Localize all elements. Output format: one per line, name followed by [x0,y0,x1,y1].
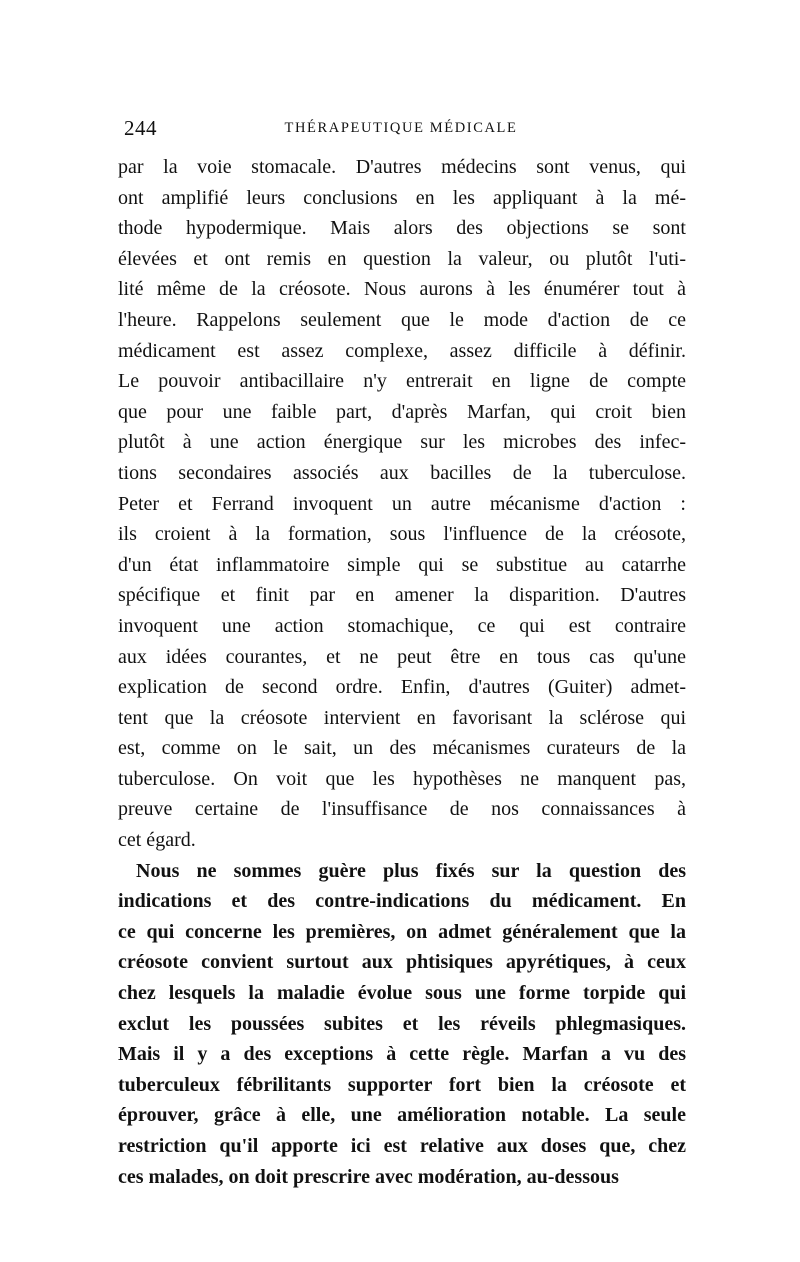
text-line: invoquent une action stomachique, ce qui est contraire [118,614,686,637]
text-line: preuve certaine de l'insuffisance de nos connaissances à [118,798,686,821]
text-line: exclut les poussées subites et les réveils phlegmasiques. [118,1012,686,1035]
text-line: restriction qu'il apporte ici est relative aux doses que, chez [118,1135,686,1157]
text-line: lité même de la créosote. Nous aurons à les énumérer tout à [118,278,686,301]
text-line: tions secondaires associés aux bacilles de la tuberculose. [118,461,686,484]
text-line: ces malades, on doit prescrire avec modération, au-dessous [118,1165,619,1188]
text-line: Nous ne sommes guère plus fixés sur la question des [136,859,686,882]
text-line: est, comme on le sait, un des mécanismes curateurs de la [118,737,686,760]
text-line: créosote convient surtout aux phtisiques apyrétiques, à ceux [118,951,686,974]
text-line: médicament est assez complexe, assez difficile à définir. [118,339,686,362]
text-line: explication de second ordre. Enfin, d'autres (Guiter) admet- [118,676,686,699]
text-line: indications et des contre-indications du médicament. En [118,890,686,913]
running-head [112,116,690,140]
text-line: spécifique et finit par en amener la disparition. D'autres [118,584,686,607]
text-line: d'un état inflammatoire simple qui se substitue au catarrhe [118,553,686,576]
text-line: plutôt à une action énergique sur les microbes des infec- [118,431,686,454]
text-line: ont amplifié leurs conclusions en les appliquant à la mé- [118,186,686,209]
body-text [118,152,686,1192]
text-line: ce qui concerne les premières, on admet généralement que la [118,920,686,943]
text-line: par la voie stomacale. D'autres médecins sont venus, qui [118,156,686,178]
text-line: Mais il y a des exceptions à cette règle. Marfan a vu des [118,1043,686,1066]
text-line: aux idées courantes, et ne peut être en tous cas qu'une [118,645,686,668]
paragraph [118,152,686,856]
text-line: Peter et Ferrand invoquent un autre mécanisme d'action : [118,492,686,515]
text-line: l'heure. Rappelons seulement que le mode d'action de ce [118,308,686,331]
text-line: que pour une faible part, d'après Marfan, qui croit bien [118,400,686,423]
text-line: tuberculeux fébrilitants supporter fort bien la créosote et [118,1073,686,1096]
text-line: Le pouvoir antibacillaire n'y entrerait en ligne de compte [118,370,686,393]
text-line: ils croient à la formation, sous l'influence de la créosote, [118,523,686,546]
paragraph [118,856,686,1193]
text-line: éprouver, grâce à elle, une amélioration notable. La seule [118,1104,686,1127]
text-line: thode hypodermique. Mais alors des objections se sont [118,217,686,240]
text-line: chez lesquels la maladie évolue sous une forme torpide qui [118,982,686,1005]
running-title: THÉRAPEUTIQUE MÉDICALE [284,120,518,136]
text-line: tent que la créosote intervient en favorisant la sclérose qui [118,706,686,729]
text-line: cet égard. [118,829,196,852]
page-number: 244 [124,116,157,140]
text-line: élevées et ont remis en question la valeur, ou plutôt l'uti- [118,247,686,270]
text-line: tuberculose. On voit que les hypothèses ne manquent pas, [118,767,686,790]
